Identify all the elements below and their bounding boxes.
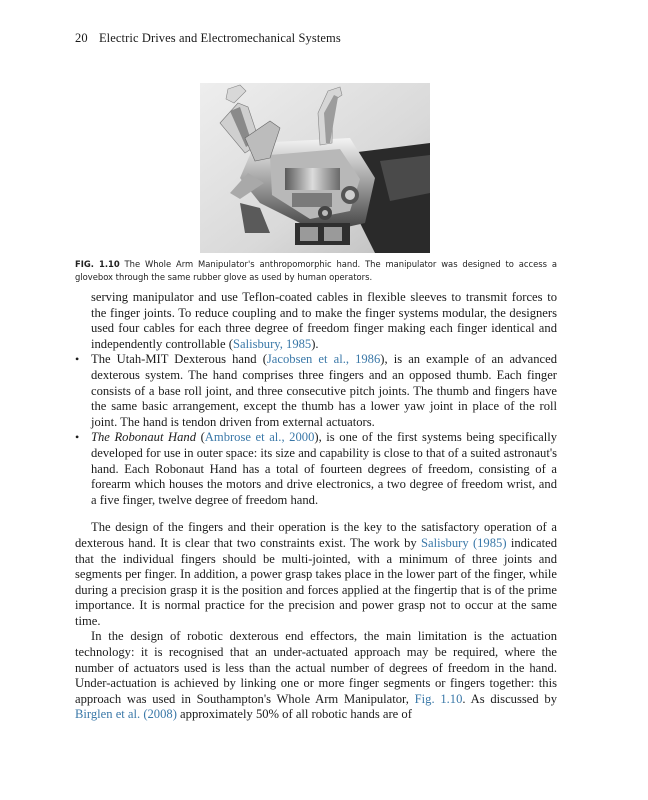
figure-caption-text: The Whole Arm Manipulator's anthropomorphic hand. The manipulator was designed to access a glovebox through the same rubber glove as used by human operators. — [75, 259, 557, 282]
bullet-text: ), is one of the first systems being specifically developed for use in outer space: its size and capability is close to that of a suited astronaut's hand. Each Robonaut Hand has a total of fourteen degrees of freedom, consisting of a forearm which houses the motors and drive electronics, a two degree of freedom wrist, and a five finger, twelve degree of freedom hand. — [91, 430, 558, 507]
bullet-title: The Robonaut Hand — [91, 430, 197, 445]
paragraph-text: approximately 50% of all robotic hands are of — [176, 707, 412, 722]
paragraph-text: The design of the fingers and their operation is the key to the satisfactory operation of a dexterous hand. It is clear that two constraints exist. The work by — [75, 520, 557, 550]
paragraph — [75, 629, 557, 723]
citation-link[interactable]: Salisbury (1985) — [421, 535, 507, 550]
citation-link[interactable]: Salisbury, 1985 — [232, 336, 312, 351]
bullet-item-utah — [75, 352, 557, 430]
citation-link[interactable]: Ambrose et al., 2000 — [204, 430, 315, 445]
running-header — [75, 31, 341, 46]
bullet-item-robonaut — [75, 430, 557, 508]
continued-text: serving manipulator and use Teflon-coated cables in flexible sleeves to transmit forces to the finger joints. To reduce coupling and to make the finger systems modular, the designers used four cables for each three degree of freedom finger making each finger identical and independently controllable ( — [91, 290, 557, 351]
page-number: 20 — [75, 31, 88, 45]
paragraph-gap — [75, 508, 557, 520]
bullet-text: The Utah-MIT Dexterous hand ( — [91, 352, 267, 367]
robot-hand-photo — [200, 83, 430, 253]
bullet-icon: • — [75, 352, 80, 367]
paragraph-text: . As discussed by — [462, 691, 557, 706]
running-title: Electric Drives and Electromechanical Systems — [98, 31, 341, 45]
citation-link[interactable]: Jacobsen et al., 1986 — [266, 352, 381, 367]
paragraph — [75, 520, 557, 629]
continued-tail: ). — [311, 336, 319, 351]
paragraph-text: In the design of robotic dexterous end effectors, the main limitation is the actuation technology: it is recognised that an under-actuated approach may be required, where the number of actuators used is less than the actual number of degrees of freedom in the hand. Under-actuation is achieved by linking one or more finger segments or fingers together: this approach was used in Southampton's Whole Arm Manipulator, — [75, 629, 557, 706]
bullet-text: ( — [196, 430, 205, 445]
figure-photo — [200, 83, 430, 253]
body-text — [75, 290, 557, 723]
figure-caption — [75, 258, 557, 283]
bullet-icon: • — [75, 430, 80, 445]
bullet-text: ), is an example of an advanced dexterous system. The hand comprises three fingers and an opposed thumb. Each finger consists of a base roll joint, and three consecutive pitch joints. The thumb and fingers have the same basic arrangement, except the thumb has a lower yaw joint in place of the roll joint. The hand is tendon driven from external actuators. — [91, 352, 557, 429]
paragraph-text: indicated that the individual fingers should be multi-jointed, with a minimum of three joints and segments per finger. In addition, a power grasp takes place in the lower part of the finger, while during a precision grasp it is the position and forces applied at the fingertip that is of the prime importance. It is normal practice for the precision and power grasp not to occur at the same time. — [75, 535, 557, 628]
continued-paragraph — [75, 290, 557, 352]
figure-link[interactable]: Fig. 1.10 — [414, 691, 463, 706]
citation-link[interactable]: Birglen et al. (2008) — [75, 707, 177, 722]
figure-label: FIG. 1.10 — [75, 259, 120, 269]
